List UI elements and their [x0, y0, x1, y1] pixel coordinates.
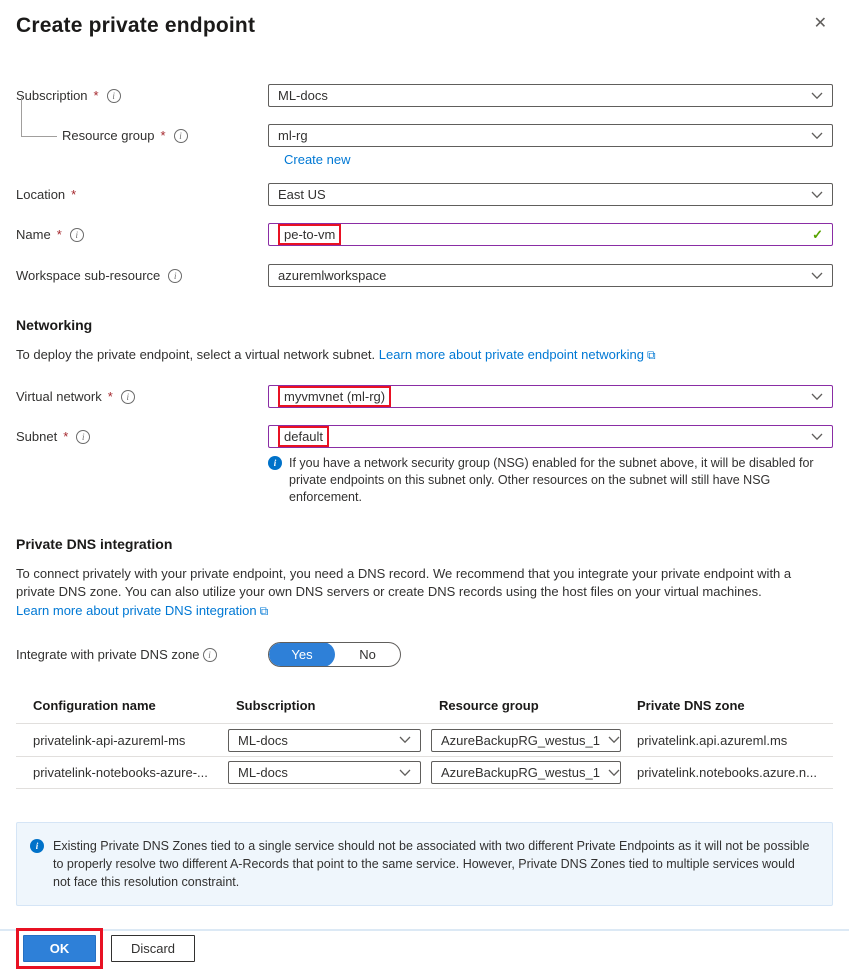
- dns-description: To connect privately with your private endpoint, you need a DNS record. We recommend that you integrate your private endpoint with a private DNS zone. You can also utilize your own DNS servers or create DNS records using the host files on your virtual machines.: [16, 566, 792, 599]
- row-resource-group-select[interactable]: AzureBackupRG_westus_1: [431, 761, 621, 784]
- required-marker: *: [160, 128, 166, 143]
- networking-description: To deploy the private endpoint, select a virtual network subnet. Learn more about private endpoint networking ⧉: [16, 347, 656, 362]
- table-row: [16, 723, 833, 756]
- location-label: Location *: [16, 187, 77, 202]
- dns-zone-table: [16, 692, 833, 789]
- chevron-down-icon: [811, 433, 823, 441]
- subscription-select[interactable]: [268, 84, 833, 107]
- workspace-subresource-row: [16, 264, 833, 287]
- info-banner-text: Existing Private DNS Zones tied to a single service should not be associated with two different Private Endpoints as it will not be possible to properly resolve two different A-Records that point to the same service. However, Private DNS Zones tied to multiple services would not face this resolution constraint.: [53, 839, 810, 889]
- row-resource-group-select[interactable]: AzureBackupRG_westus_1: [431, 729, 621, 752]
- virtual-network-label: Virtual network * i: [16, 389, 268, 404]
- dns-zone-toggle: [268, 642, 401, 667]
- chevron-down-icon: [811, 272, 823, 280]
- location-select[interactable]: [268, 183, 833, 206]
- dns-integration-header: Private DNS integration: [16, 536, 173, 552]
- annotation-box: [278, 426, 329, 447]
- toggle-no-option[interactable]: No: [359, 647, 376, 662]
- discard-button[interactable]: Discard: [111, 935, 195, 962]
- dns-learn-more-link[interactable]: Learn more about private DNS integration: [16, 603, 257, 618]
- info-icon: i: [30, 839, 44, 853]
- chevron-down-icon: [811, 132, 823, 140]
- subnet-label: Subnet * i: [16, 429, 268, 444]
- required-marker: *: [63, 429, 69, 444]
- dns-zone-toggle-label: Integrate with private DNS zone i: [16, 647, 268, 662]
- name-input[interactable]: [268, 223, 833, 246]
- location-row: [16, 183, 833, 206]
- info-icon[interactable]: i: [168, 269, 182, 283]
- table-row: [16, 756, 833, 789]
- chevron-down-icon: [811, 393, 823, 401]
- create-new-link[interactable]: Create new: [284, 152, 351, 167]
- workspace-subresource-label: Workspace sub-resource i: [16, 268, 268, 283]
- page-title: Create private endpoint: [16, 14, 256, 37]
- name-label: Name * i: [16, 227, 268, 242]
- virtual-network-value: myvmvnet (ml-rg): [284, 389, 386, 404]
- info-icon[interactable]: i: [121, 390, 135, 404]
- column-header-private-dns-zone: Private DNS zone: [637, 698, 745, 713]
- column-header-subscription: Subscription: [236, 698, 316, 713]
- chevron-down-icon: [608, 769, 620, 777]
- required-marker: *: [56, 227, 62, 242]
- name-row: [16, 223, 833, 246]
- required-marker: *: [107, 389, 113, 404]
- valid-check-icon: ✓: [812, 226, 823, 242]
- dns-zone-cell: privatelink.api.azureml.ms: [637, 732, 788, 748]
- workspace-subresource-value: azuremlworkspace: [278, 268, 387, 283]
- subscription-label: Subscription * i: [16, 88, 268, 103]
- subscription-row: [16, 84, 833, 107]
- info-icon[interactable]: i: [203, 648, 217, 662]
- resource-group-select[interactable]: [268, 124, 833, 147]
- workspace-subresource-select[interactable]: [268, 264, 833, 287]
- name-value: pe-to-vm: [284, 227, 336, 242]
- annotation-box: [278, 224, 341, 245]
- config-name-cell: privatelink-notebooks-azure-...: [33, 765, 208, 780]
- info-icon[interactable]: i: [70, 228, 84, 242]
- chevron-down-icon: [811, 92, 823, 100]
- nsg-info-note: [268, 455, 834, 506]
- info-icon[interactable]: i: [107, 89, 121, 103]
- info-icon[interactable]: i: [174, 129, 188, 143]
- dialog-footer: [16, 928, 833, 969]
- chevron-down-icon: [811, 191, 823, 199]
- chevron-down-icon: [608, 736, 620, 744]
- info-icon[interactable]: i: [76, 430, 90, 444]
- networking-learn-more-link[interactable]: Learn more about private endpoint networking: [378, 347, 645, 362]
- column-header-configuration-name: Configuration name: [33, 698, 156, 713]
- dns-zone-toggle-row: [16, 642, 833, 667]
- toggle-yes-option[interactable]: Yes: [269, 642, 335, 667]
- dns-zones-info-banner: [16, 822, 833, 906]
- external-link-icon: ⧉: [647, 348, 656, 362]
- resource-group-value: ml-rg: [278, 128, 308, 143]
- nsg-note-text: If you have a network security group (NSG) enabled for the subnet above, it will be disabled for private endpoints on this subnet only. Other resources on the subnet will still have NSG enforcement.: [289, 456, 814, 504]
- resource-group-label: Resource group * i: [16, 128, 268, 143]
- subnet-row: [16, 425, 833, 448]
- column-header-resource-group: Resource group: [439, 698, 539, 713]
- row-subscription-select[interactable]: ML-docs: [228, 729, 421, 752]
- subscription-value: ML-docs: [278, 88, 328, 103]
- required-marker: *: [71, 187, 77, 202]
- close-icon[interactable]: ✕: [813, 15, 827, 32]
- table-header-row: [16, 692, 833, 723]
- annotation-box: [278, 386, 391, 407]
- location-value: East US: [278, 187, 326, 202]
- virtual-network-select[interactable]: [268, 385, 833, 408]
- required-marker: *: [93, 88, 99, 103]
- chevron-down-icon: [399, 769, 411, 777]
- info-icon: i: [268, 456, 282, 470]
- subnet-value: default: [284, 429, 324, 444]
- annotation-box: [16, 928, 103, 969]
- resource-group-row: [16, 124, 833, 147]
- row-subscription-select[interactable]: ML-docs: [228, 761, 421, 784]
- ok-button[interactable]: OK: [23, 935, 96, 962]
- hierarchy-connector-line: [21, 97, 57, 137]
- subnet-select[interactable]: [268, 425, 833, 448]
- networking-header: Networking: [16, 317, 93, 333]
- external-link-icon: ⧉: [259, 604, 269, 618]
- endpoint-form: [16, 84, 833, 287]
- config-name-cell: privatelink-api-azureml-ms: [33, 732, 186, 748]
- chevron-down-icon: [399, 736, 411, 744]
- dns-zone-cell: privatelink.notebooks.azure.n...: [637, 765, 817, 780]
- virtual-network-row: [16, 385, 833, 408]
